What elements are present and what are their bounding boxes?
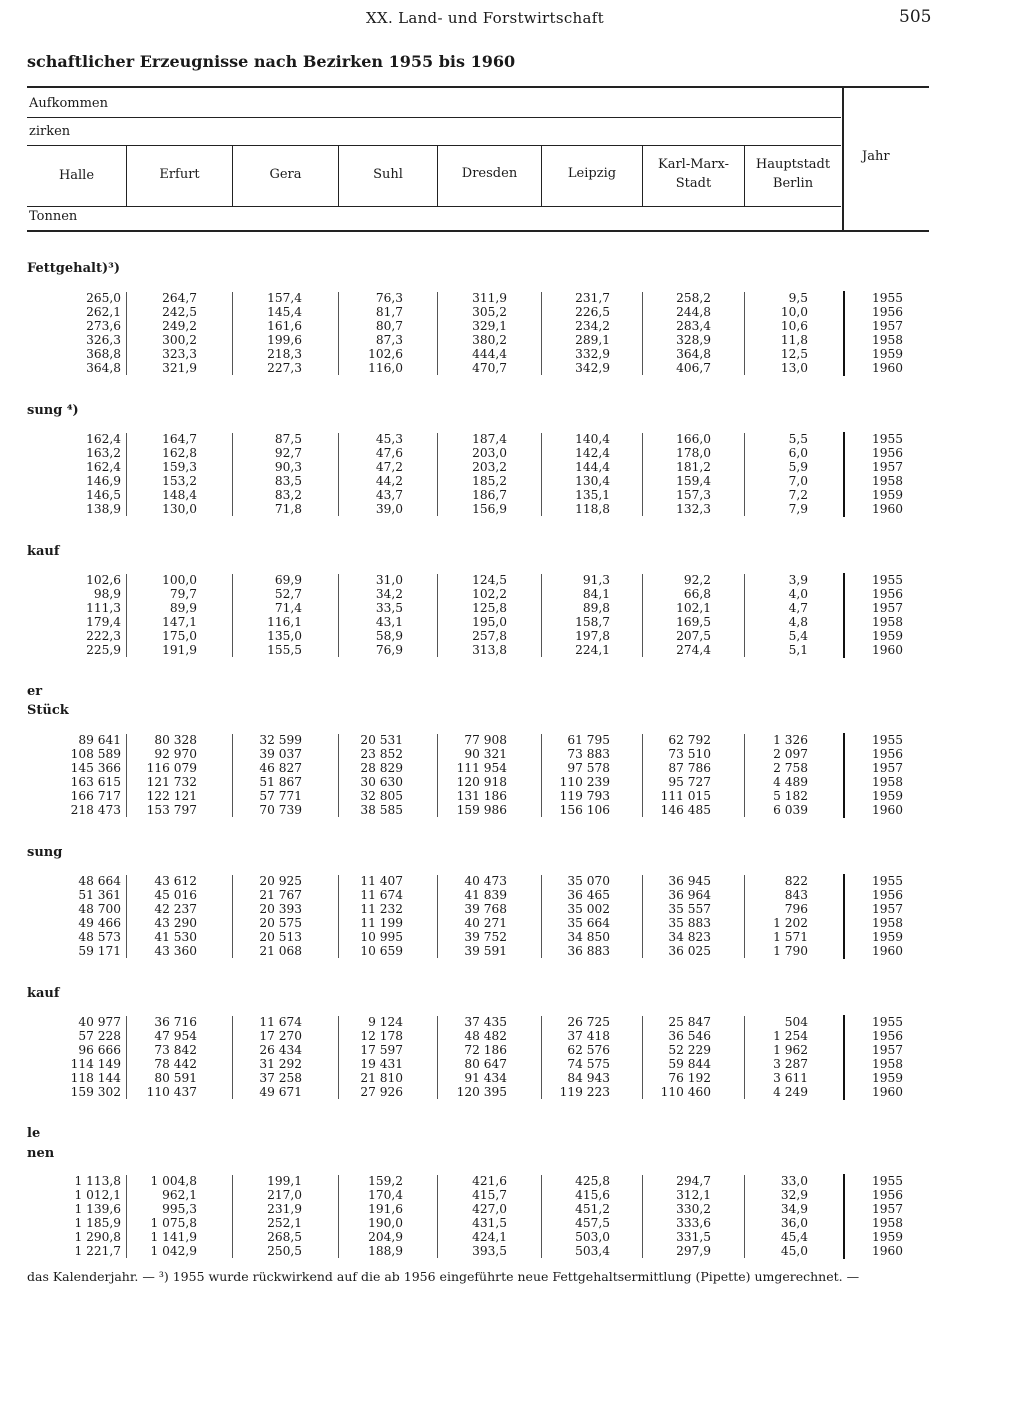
col-head-dresden: Dresden xyxy=(461,166,518,181)
rule xyxy=(27,145,841,146)
column-rule xyxy=(126,1175,127,1258)
year-rule xyxy=(843,1015,845,1100)
column-rule xyxy=(437,574,438,657)
data-column: 258,2 244,8 283,4 328,9 364,8 406,7 xyxy=(676,291,711,376)
column-rule xyxy=(232,292,233,375)
section-label: Fettgehalt)³) xyxy=(27,261,120,276)
column-rule xyxy=(338,574,339,657)
column-rule xyxy=(744,875,745,958)
rule xyxy=(27,117,841,118)
section-label: er xyxy=(27,684,43,699)
data-column: 9,5 10,0 10,6 11,8 12,5 13,0 xyxy=(780,291,808,376)
data-column: 11 674 17 270 26 434 31 292 37 258 49 671 xyxy=(259,1015,302,1100)
column-rule xyxy=(232,734,233,817)
year-column: 1955 1956 1957 1958 1959 1960 xyxy=(872,573,904,658)
section-label: le xyxy=(27,1126,41,1141)
column-rule xyxy=(437,1175,438,1258)
column-rule xyxy=(338,433,339,516)
data-column: 159,2 170,4 191,6 190,0 204,9 188,9 xyxy=(368,1174,403,1259)
col-head-halle: Halle xyxy=(58,168,95,183)
column-rule xyxy=(642,734,643,817)
data-column: 1 113,8 1 012,1 1 139,6 1 185,9 1 290,8 1 221,7 xyxy=(74,1174,121,1259)
year-column: 1955 1956 1957 1958 1959 1960 xyxy=(872,874,904,959)
col-head-gera: Gera xyxy=(269,167,302,182)
year-column: 1955 1956 1957 1958 1959 1960 xyxy=(872,432,904,517)
footnote: das Kalenderjahr. — ³) 1955 wurde rückwirkend auf die ab 1956 eingeführte neue Fettgehaltsermittlung (Pipette) umgerechnet. — xyxy=(27,1269,860,1284)
column-rule xyxy=(541,734,542,817)
section-label: nen xyxy=(27,1146,55,1161)
column-rule xyxy=(642,292,643,375)
column-rule xyxy=(232,1175,233,1258)
data-column: 45,3 47,6 47,2 44,2 43,7 39,0 xyxy=(375,432,403,517)
year-column: 1955 1956 1957 1958 1959 1960 xyxy=(872,1174,904,1259)
column-rule xyxy=(437,292,438,375)
rule xyxy=(27,206,841,207)
column-rule xyxy=(437,433,438,516)
running-head: XX. Land- und Forstwirtschaft xyxy=(366,9,604,27)
column-rule xyxy=(642,433,643,516)
column-rule xyxy=(338,875,339,958)
data-column: 5,5 6,0 5,9 7,0 7,2 7,9 xyxy=(788,432,808,517)
rule-top xyxy=(27,86,929,88)
data-column: 140,4 142,4 144,4 130,4 135,1 118,8 xyxy=(575,432,610,517)
section-label: kauf xyxy=(27,544,60,559)
data-column: 89 641 108 589 145 366 163 615 166 717 218 473 xyxy=(70,733,121,818)
data-column: 31,0 34,2 33,5 43,1 58,9 76,9 xyxy=(375,573,403,658)
year-column: 1955 1956 1957 1958 1959 1960 xyxy=(872,291,904,376)
data-column: 35 070 36 465 35 002 35 664 34 850 36 883 xyxy=(567,874,610,959)
data-column: 20 925 21 767 20 393 20 575 20 513 21 068 xyxy=(259,874,302,959)
data-column: 25 847 36 546 52 229 59 844 76 192 110 460 xyxy=(660,1015,711,1100)
col-head-karl-marx-stadt: Karl-Marx- Stadt xyxy=(658,157,729,191)
head-jahr: Jahr xyxy=(862,149,890,164)
data-column: 3,9 4,0 4,7 4,8 5,4 5,1 xyxy=(788,573,808,658)
section-label: sung ⁴) xyxy=(27,403,79,418)
data-column: 822 843 796 1 202 1 571 1 790 xyxy=(773,874,808,959)
column-rule xyxy=(437,734,438,817)
data-column: 294,7 312,1 330,2 333,6 331,5 297,9 xyxy=(676,1174,711,1259)
column-rule xyxy=(541,433,542,516)
data-column: 76,3 81,7 80,7 87,3 102,6 116,0 xyxy=(368,291,403,376)
column-rule xyxy=(232,875,233,958)
data-column: 1 326 2 097 2 758 4 489 5 182 6 039 xyxy=(773,733,808,818)
data-column: 164,7 162,8 159,3 153,2 148,4 130,0 xyxy=(162,432,197,517)
column-rule xyxy=(338,1016,339,1099)
data-column: 421,6 415,7 427,0 431,5 424,1 393,5 xyxy=(472,1174,507,1259)
data-column: 20 531 23 852 28 829 30 630 32 805 38 585 xyxy=(360,733,403,818)
column-rule xyxy=(338,292,339,375)
page-number: 505 xyxy=(899,7,932,27)
column-rule xyxy=(126,1016,127,1099)
section-label: Stück xyxy=(27,703,69,718)
col-head-suhl: Suhl xyxy=(373,167,403,182)
rule-bottom xyxy=(27,230,929,232)
data-column: 187,4 203,0 203,2 185,2 186,7 156,9 xyxy=(472,432,507,517)
head-bezirken: zirken xyxy=(29,124,71,139)
year-rule xyxy=(843,874,845,959)
section-label: kauf xyxy=(27,986,60,1001)
data-column: 48 664 51 361 48 700 49 466 48 573 59 171 xyxy=(78,874,121,959)
column-rule xyxy=(126,433,127,516)
data-column: 62 792 73 510 87 786 95 727 111 015 146 485 xyxy=(660,733,711,818)
column-rule xyxy=(744,1016,745,1099)
data-column: 11 407 11 674 11 232 11 199 10 995 10 659 xyxy=(360,874,403,959)
column-rule xyxy=(126,875,127,958)
column-rule xyxy=(541,1175,542,1258)
data-column: 61 795 73 883 97 578 110 239 119 793 156 106 xyxy=(559,733,610,818)
col-head-berlin: Hauptstadt Berlin xyxy=(755,157,831,191)
column-rule xyxy=(541,574,542,657)
column-rule xyxy=(338,734,339,817)
table-title: schaftlicher Erzeugnisse nach Bezirken 1955 bis 1960 xyxy=(27,52,516,71)
column-rule xyxy=(437,875,438,958)
column-rule xyxy=(232,1016,233,1099)
year-rule xyxy=(843,291,845,376)
head-unit: Tonnen xyxy=(29,209,78,224)
year-column: 1955 1956 1957 1958 1959 1960 xyxy=(872,1015,904,1100)
column-rule xyxy=(541,1016,542,1099)
column-rule xyxy=(541,292,542,375)
column-rule xyxy=(642,1175,643,1258)
data-column: 265,0 262,1 273,6 326,3 368,8 364,8 xyxy=(86,291,121,376)
column-rule xyxy=(744,734,745,817)
data-column: 100,0 79,7 89,9 147,1 175,0 191,9 xyxy=(162,573,197,658)
year-rule xyxy=(843,1174,845,1259)
column-rule xyxy=(126,574,127,657)
year-rule xyxy=(843,573,845,658)
column-rule xyxy=(744,1175,745,1258)
data-column: 231,7 226,5 234,2 289,1 332,9 342,9 xyxy=(575,291,610,376)
column-rule xyxy=(232,433,233,516)
data-column: 92,2 66,8 102,1 169,5 207,5 274,4 xyxy=(676,573,711,658)
column-rule xyxy=(126,292,127,375)
column-rule xyxy=(232,574,233,657)
data-column: 1 004,8 962,1 995,3 1 075,8 1 141,9 1 042,9 xyxy=(150,1174,197,1259)
data-column: 87,5 92,7 90,3 83,5 83,2 71,8 xyxy=(274,432,302,517)
column-rule xyxy=(642,875,643,958)
data-column: 77 908 90 321 111 954 120 918 131 186 159 986 xyxy=(456,733,507,818)
data-column: 40 473 41 839 39 768 40 271 39 752 39 591 xyxy=(464,874,507,959)
column-rule xyxy=(338,1175,339,1258)
column-rule xyxy=(541,875,542,958)
data-column: 91,3 84,1 89,8 158,7 197,8 224,1 xyxy=(575,573,610,658)
column-rule xyxy=(642,574,643,657)
data-column: 162,4 163,2 162,4 146,9 146,5 138,9 xyxy=(86,432,121,517)
year-column: 1955 1956 1957 1958 1959 1960 xyxy=(872,733,904,818)
column-rule xyxy=(744,574,745,657)
data-column: 37 435 48 482 72 186 80 647 91 434 120 395 xyxy=(456,1015,507,1100)
data-column: 166,0 178,0 181,2 159,4 157,3 132,3 xyxy=(676,432,711,517)
section-label: sung xyxy=(27,845,63,860)
data-column: 43 612 45 016 42 237 43 290 41 530 43 360 xyxy=(154,874,197,959)
column-rule xyxy=(744,433,745,516)
column-rule xyxy=(642,1016,643,1099)
data-column: 264,7 242,5 249,2 300,2 323,3 321,9 xyxy=(162,291,197,376)
data-column: 80 328 92 970 116 079 121 732 122 121 153 797 xyxy=(146,733,197,818)
data-column: 36 945 36 964 35 557 35 883 34 823 36 025 xyxy=(668,874,711,959)
column-rule xyxy=(126,734,127,817)
data-column: 33,0 32,9 34,9 36,0 45,4 45,0 xyxy=(780,1174,808,1259)
data-column: 69,9 52,7 71,4 116,1 135,0 155,5 xyxy=(267,573,302,658)
year-rule xyxy=(843,432,845,517)
column-rule xyxy=(437,1016,438,1099)
data-column: 157,4 145,4 161,6 199,6 218,3 227,3 xyxy=(267,291,302,376)
head-aufkommen: Aufkommen xyxy=(29,96,108,111)
col-head-erfurt: Erfurt xyxy=(159,167,200,182)
col-head-leipzig: Leipzig xyxy=(567,166,617,181)
data-column: 425,8 415,6 451,2 457,5 503,0 503,4 xyxy=(575,1174,610,1259)
data-column: 36 716 47 954 73 842 78 442 80 591 110 437 xyxy=(146,1015,197,1100)
data-column: 199,1 217,0 231,9 252,1 268,5 250,5 xyxy=(267,1174,302,1259)
data-column: 504 1 254 1 962 3 287 3 611 4 249 xyxy=(773,1015,808,1100)
column-rule xyxy=(744,292,745,375)
data-column: 311,9 305,2 329,1 380,2 444,4 470,7 xyxy=(472,291,507,376)
data-column: 9 124 12 178 17 597 19 431 21 810 27 926 xyxy=(360,1015,403,1100)
data-column: 40 977 57 228 96 666 114 149 118 144 159 302 xyxy=(70,1015,121,1100)
data-column: 32 599 39 037 46 827 51 867 57 771 70 739 xyxy=(259,733,302,818)
data-column: 124,5 102,2 125,8 195,0 257,8 313,8 xyxy=(472,573,507,658)
year-rule xyxy=(843,733,845,818)
year-col-divider xyxy=(842,88,844,231)
data-column: 102,6 98,9 111,3 179,4 222,3 225,9 xyxy=(86,573,121,658)
data-column: 26 725 37 418 62 576 74 575 84 943 119 223 xyxy=(559,1015,610,1100)
